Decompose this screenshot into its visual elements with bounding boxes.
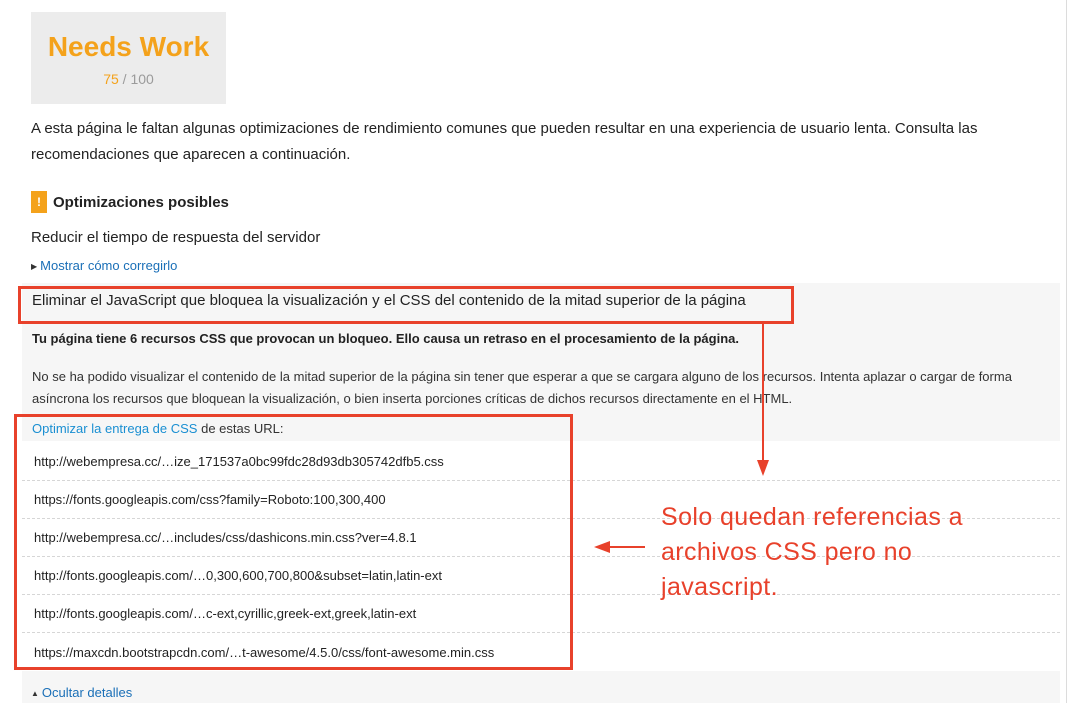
show-fix-label: Mostrar cómo corregirlo (40, 258, 178, 273)
optimize-css-link[interactable]: Optimizar la entrega de CSS (32, 421, 198, 436)
url-text: http://fonts.googleapis.com/…c-ext,cyrillic,greek-ext,greek,latin-ext (34, 606, 417, 621)
url-text: https://fonts.googleapis.com/css?family=Roboto:100,300,400 (34, 492, 386, 507)
url-text: http://fonts.googleapis.com/…0,300,600,700,800&subset=latin,latin-ext (34, 568, 442, 583)
optimizations-header (31, 191, 229, 213)
annotation-note (661, 500, 1041, 605)
show-fix-link[interactable] (31, 258, 177, 273)
warning-icon: ! (31, 191, 47, 213)
score-max: 100 (130, 71, 154, 87)
rule-render-blocking-title: Eliminar el JavaScript que bloquea la visualización y el CSS del contenido de la mitad superior de la página (32, 292, 746, 309)
rule-server-response-title: Reducir el tiempo de respuesta del servidor (31, 229, 321, 246)
highlight-box-title (18, 286, 794, 324)
score-separator: / (122, 71, 127, 87)
url-text: http://webempresa.cc/…includes/css/dashicons.min.css?ver=4.8.1 (34, 530, 417, 545)
hide-details-link[interactable] (31, 685, 132, 700)
url-text: http://webempresa.cc/…ize_171537a0bc99fdc28d93db305742dfb5.css (34, 454, 444, 469)
rule-render-blocking-summary: Tu página tiene 6 recursos CSS que provocan un bloqueo. Ello causa un retraso en el procesamiento de la página. (32, 331, 739, 346)
annotation-line: archivos CSS pero no (661, 538, 913, 566)
triangle-up-icon: ▲ (31, 689, 39, 698)
annotation-line: javascript. (661, 573, 778, 601)
hide-details-label: Ocultar detalles (41, 685, 133, 700)
rule-render-blocking-description: No se ha podido visualizar el contenido de la mitad superior de la página sin tener que esperar a que se cargara alguno de los recursos. Intenta aplazar o cargar de forma asíncrona los recursos que bloquean la visualización, o bien inserta porciones críticas de dichos recursos directamente en el HTML. (32, 369, 1012, 406)
page-right-border (1066, 0, 1067, 703)
optimizations-title: Optimizaciones posibles (53, 193, 229, 211)
highlight-box-urls (14, 414, 573, 670)
summary-text: A esta página le faltan algunas optimizaciones de rendimiento comunes que pueden resultar en una experiencia de usuario lenta. Consulta las recomendaciones que aparecen a continuación. (31, 120, 978, 163)
url-text: https://maxcdn.bootstrapcdn.com/…t-awesome/4.5.0/css/font-awesome.min.css (34, 644, 495, 660)
score-value: 75 (103, 71, 119, 87)
score-value-line (31, 71, 226, 87)
triangle-right-icon: ▶ (31, 262, 38, 271)
score-label: Needs Work (47, 31, 210, 62)
urls-intro-suffix: de estas URL: (201, 421, 284, 436)
annotation-line: Solo quedan referencias a (661, 503, 963, 531)
score-badge (31, 12, 226, 104)
